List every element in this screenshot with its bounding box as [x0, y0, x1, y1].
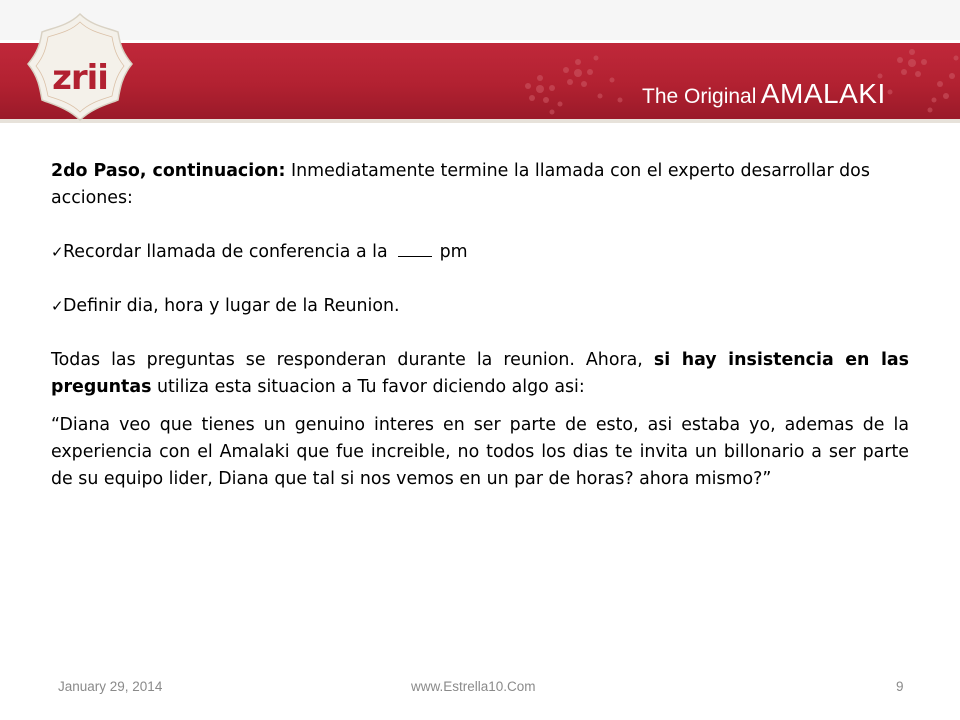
banner-graphic	[0, 0, 960, 150]
bullet-item-reminder	[51, 239, 909, 266]
questions-text: Todas las preguntas se responderan durante la reunion. Ahora,	[51, 350, 654, 370]
check-icon: ✓	[51, 243, 64, 261]
blank-line	[398, 242, 432, 257]
header-banner	[0, 0, 960, 150]
tagline-prefix: The Original	[642, 85, 757, 108]
intro-paragraph	[51, 158, 909, 212]
slide-body	[51, 158, 909, 493]
logo-text: zrii	[52, 58, 108, 98]
questions-emphasis: si hay insistencia en las preguntas	[51, 350, 909, 397]
tagline-brand: AMALAKI	[760, 78, 886, 109]
footer-website: www.Estrella10.Com	[411, 679, 536, 694]
questions-paragraph	[51, 347, 909, 401]
intro-text: Inmediatamente termine la llamada con el experto desarrollar dos acciones:	[51, 161, 870, 208]
page-number: 9	[896, 679, 904, 694]
intro-heading: 2do Paso, continuacion:	[51, 161, 286, 181]
bullet-text: Definir dia, hora y lugar de la Reunion.	[63, 296, 400, 316]
bullet-text-after: pm	[439, 242, 468, 262]
tagline	[642, 78, 886, 110]
check-icon: ✓	[51, 297, 64, 315]
bullet-item-define	[51, 293, 909, 320]
quote-paragraph: “Diana veo que tienes un genuino interes en ser parte de esto, asi estaba yo, ademas de la experiencia con el Amalaki que fue increible, no todos los dias te invita un billonario a ser parte de su equipo lider, Diana que tal si nos vemos en un par de horas? ahora mismo?”	[51, 415, 909, 489]
footer-date: January 29, 2014	[58, 679, 163, 694]
questions-rest: utiliza esta situacion a Tu favor diciendo algo asi:	[151, 377, 585, 397]
bullet-text: Recordar llamada de conferencia a la	[63, 242, 388, 262]
